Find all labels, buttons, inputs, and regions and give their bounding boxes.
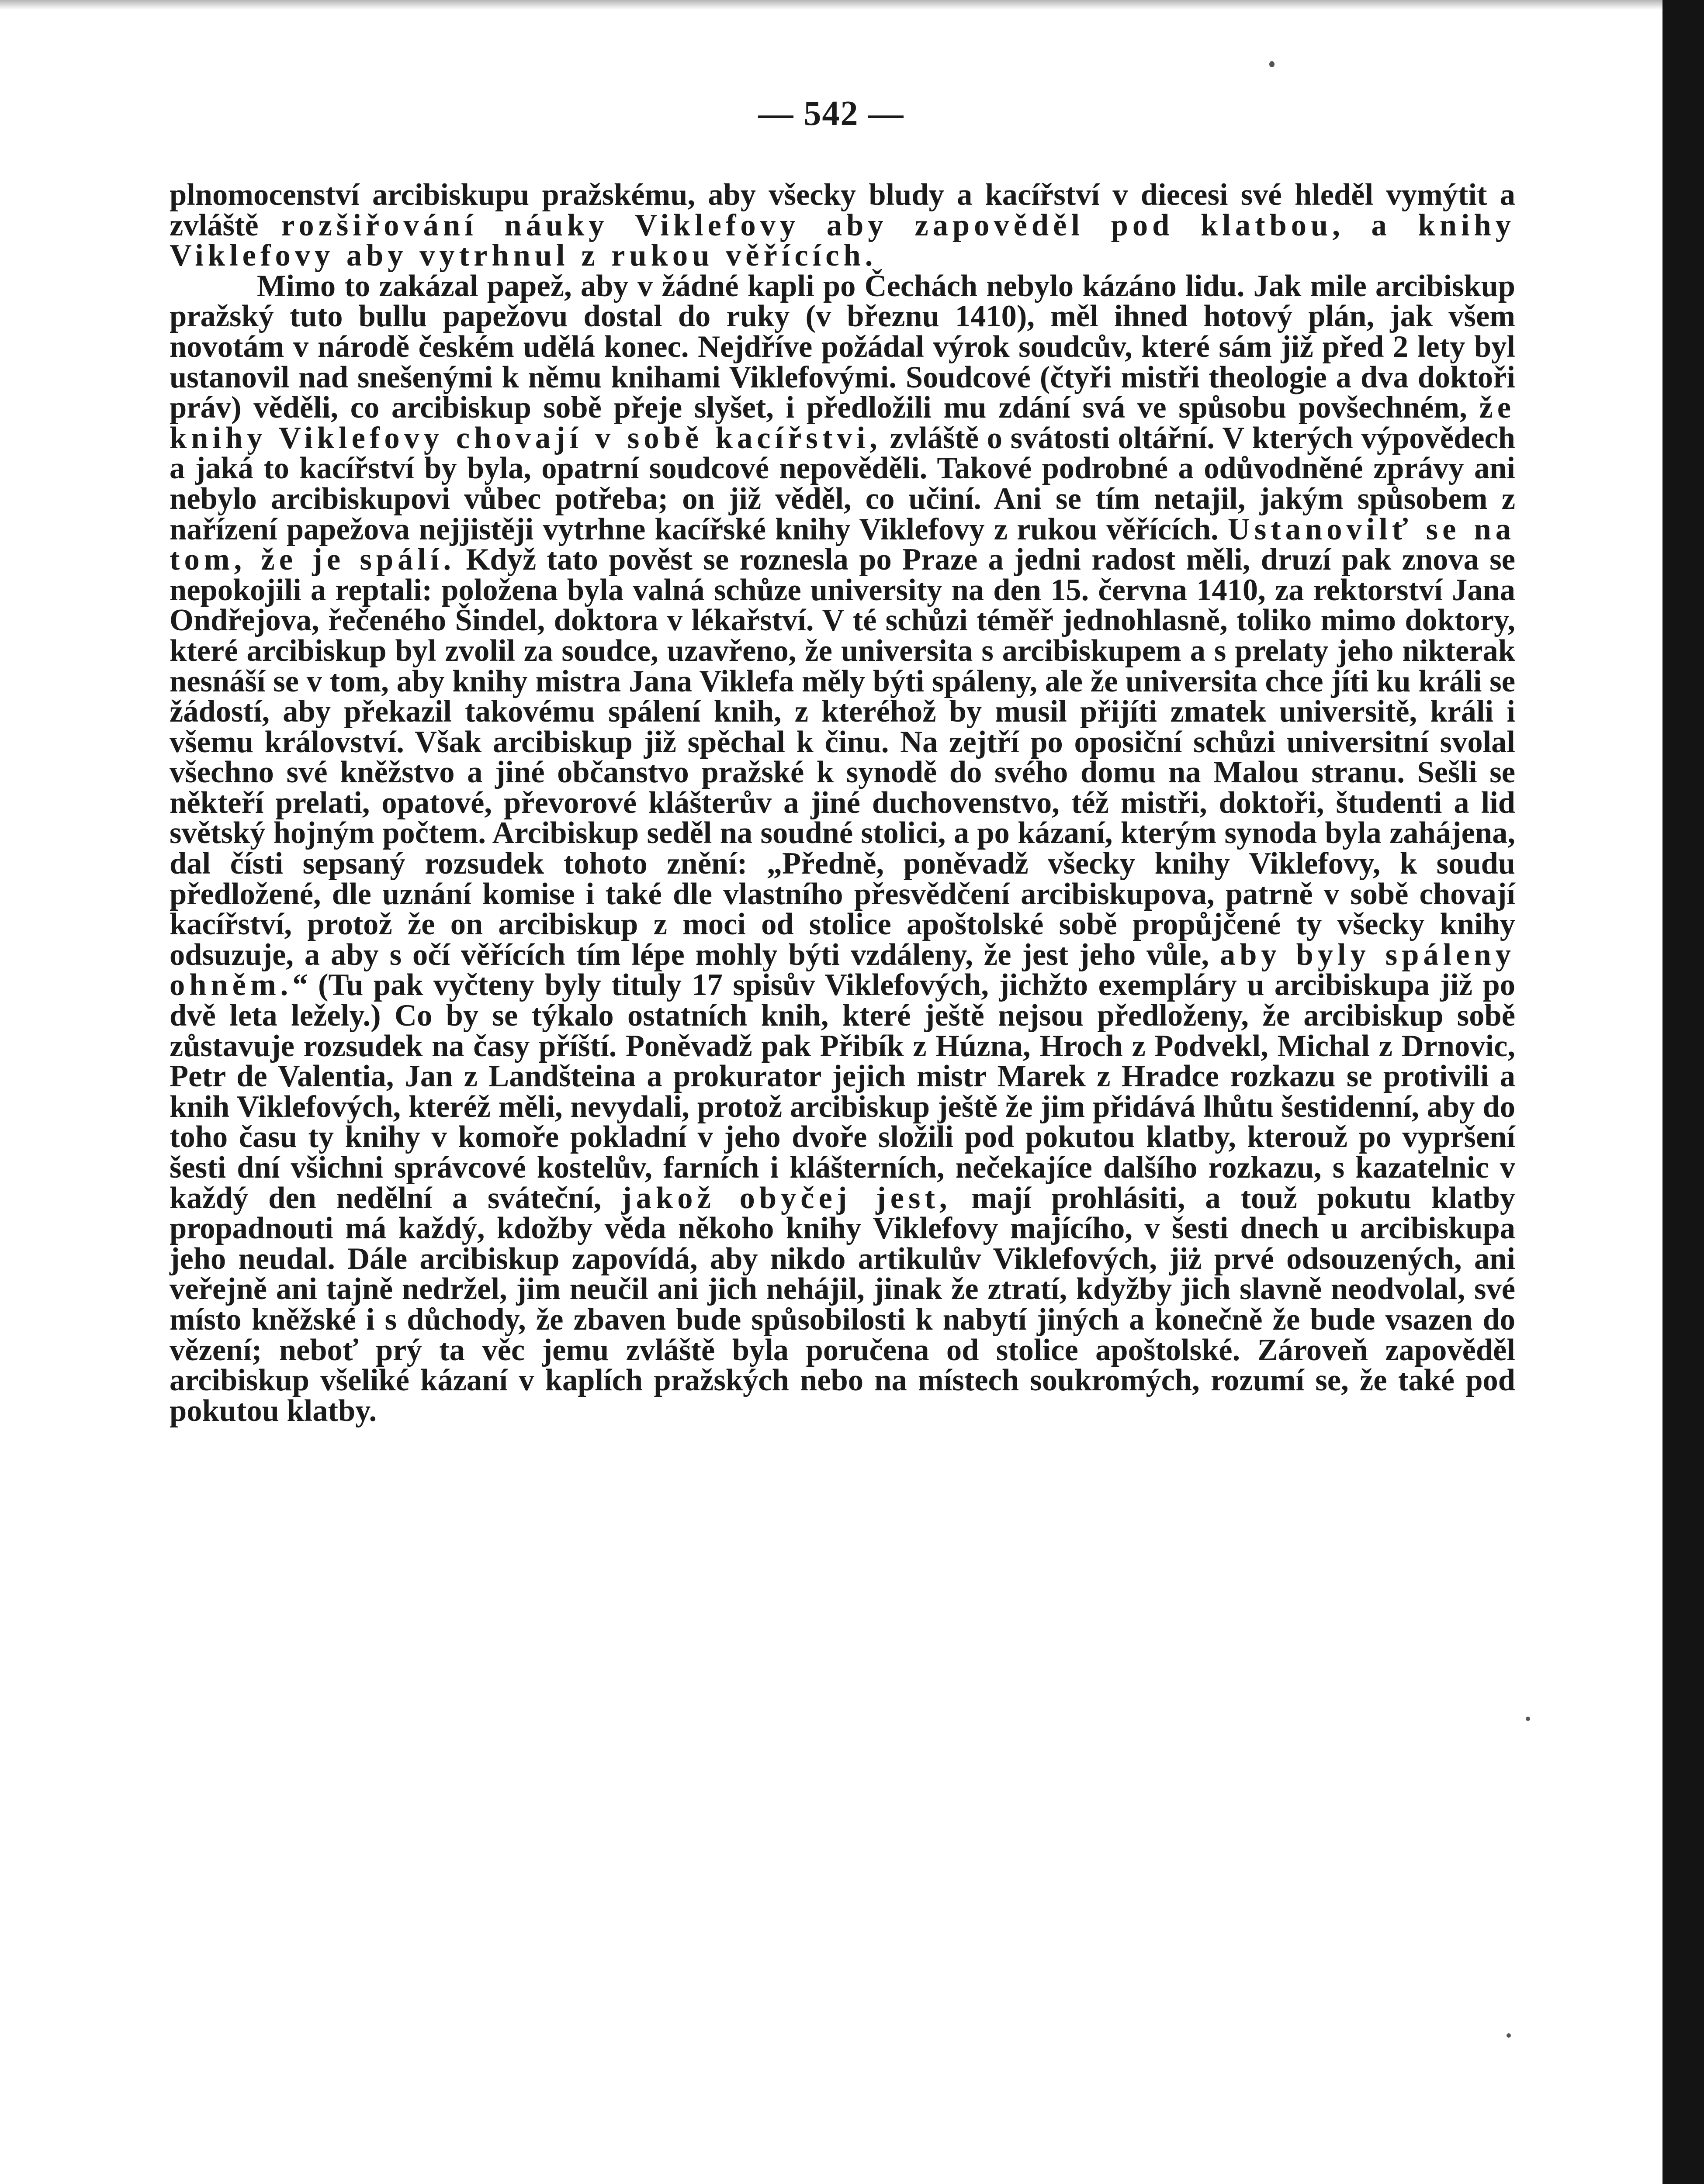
- text-segment: zvláště o svátosti oltářní. V kterých výpovědech a jaká to kacířství by byla, opatrní soudcové nepověděli. Takové podrobné a odůvodněné zprávy ani nebylo arcibiskupovi vůbec potřeba; on již věděl, co učiní. Ani se tím netajil, jakým spůsobem z nařízení papežova nejjistěji vytrhne kacířské knihy Viklefovy z rukou věřících.: [170, 421, 1515, 546]
- spaced-emphasis: jakož obyčej jest,: [621, 1181, 952, 1215]
- text-segment: mají prohlásiti, a touž pokutu klatby propadnouti má každý, kdožby věda někoho knihy Viklefovy majícího, v šesti dnech u arcibiskupa jeho neudal. Dále arcibiskup zapovídá, aby nikdo artikulův Viklefových, jiż prvé odsouzených, ani veřejně ani tajně nedržel, jim neučil ani jich nehájil, jinak že ztratí, kdyžby jich slavně neodvolal, své místo kněžské i s důchody, že zbaven bude spůsobilosti k nabytí jiných a konečně že bude vsazen do vězení; neboť prý ta věc jemu zvláště byla poručena od stolice apoštolské. Zároveň zapověděl arcibiskup všeliké kázaní v kaplích pražských nebo na místech soukromých, rozumí se, že také pod pokutou klatby.: [170, 1181, 1515, 1428]
- spaced-emphasis: aby byly spáleny ohněm.: [170, 937, 1515, 1002]
- scan-right-border: [1662, 0, 1704, 2184]
- scan-top-edge: [0, 0, 1704, 10]
- page-body: [170, 180, 1515, 1426]
- text-segment: Když tato pověst se roznesla po Praze a jedni radost měli, druzí pak znova se nepokojili a reptali: položena byla valná schůze university na den 15. června 1410, za rektorství Jana Ondřejova, řečeného Šindel, doktora v lékařství. V té schůzi téměř jednohlasně, toliko mimo doktory, které arcibiskup byl zvolil za soudce, uzavřeno, že universita s arcibiskupem a s prelaty jeho nikterak nesnáší se v tom, aby knihy mistra Jana Viklefa měly býti spáleny, ale že universita chce jíti ku králi se žádostí, aby překazil takovému spálení knih, z kteréhož by musil přijíti zmatek universitě, králi i všemu království. Však arcibiskup již spěchal k činu. Na zejtří po oposiční schůzi universitní svolal všechno své kněžstvo a jiné občanstvo pražské k synodě do svého domu na Malou stranu. Sešli se někteří prelati, opatové, převorové klášterův a jiné duchovenstvo, též mistři, doktoři, študenti a lid světský hojným počtem. Arcibiskup seděl na soudné stolici, a po kázaní, kterým synoda byla zahájena, dal čísti sepsaný rozsudek tohoto znění: „Předně, poněvadž všecky knihy Viklefovy, k soudu předložené, dle uznání komise i také dle vlastního přesvědčení arcibiskupova, patrně v sobě chovají kacířství, protož že on arcibiskup z moci od stolice apoštolské sobě propůjčené ty všecky knihy odsuzuje, a aby s očí věřících tím lépe mohly býti vzdáleny, že jest jeho vůle,: [170, 543, 1515, 972]
- page-number: — 542 —: [758, 94, 904, 133]
- scan-speck: [1269, 61, 1275, 67]
- text-segment: Mimo to zakázal papež, aby v žádné kapli po Čechách nebylo kázáno lidu. Jak mile arcibiskup pražský tuto bullu papežovu dostal do ruky (v březnu 1410), měl ihned hotový plán, jak všem novotám v národě českém udělá konec. Nejdříve požádal výrok soudcův, které sám již před 2 lety byl ustanovil nad snešenými k němu knihami Viklefovými. Soudcové (čtyři mistři theologie a dva doktoři práv) věděli, co arcibiskup sobě přeje slyšet, i předložili mu zdání svá ve spůsobu povšechném,: [170, 269, 1515, 425]
- spaced-emphasis: že knihy Viklefovy chovají v sobě kacířstvi,: [170, 390, 1515, 455]
- paragraph-2: [170, 271, 1515, 1427]
- paragraph-1: [170, 180, 1515, 271]
- text-segment: plnomocenství arcibiskupu pražskému, aby všecky bludy a kacířství v diecesi své hleděl vymýtit a zvláště: [170, 178, 1515, 242]
- spaced-emphasis: rozšiřování náuky Viklefovy aby zapověděl pod klatbou, a knihy Viklefovy aby vytrhnul z rukou věřících.: [170, 208, 1515, 273]
- scan-speck: [1526, 1717, 1530, 1721]
- scan-speck: [1507, 2033, 1511, 2038]
- spaced-emphasis: Ustanovilť se na tom, že je spálí.: [170, 512, 1515, 577]
- text-segment: “ (Tu pak vyčteny byly tituly 17 spisův Viklefových, jichžto exempláry u arcibiskupa již po dvě leta ležely.) Co by se týkalo ostatních knih, které ještě nejsou předloženy, že arcibiskup sobě zůstavuje rozsudek na časy příští. Poněvadž pak Přibík z Húzna, Hroch z Podvekl, Michal z Drnovic, Petr de Valentia, Jan z Landšteina a prokurator jejich mistr Marek z Hradce rozkazu se protivili a knih Viklefových, kteréž měli, nevydali, protož arcibiskup ještě že jim přidává lhůtu šestidenní, aby do toho času ty knihy v komoře pokladní v jeho dvoře složili pod pokutou klatby, kterouž po vypršení šesti dní všichni správcové kostelův, farních i klášterních, nečekajíce dalšího rozkazu, s kazatelnic v každý den nedělní a sváteční,: [170, 968, 1515, 1215]
